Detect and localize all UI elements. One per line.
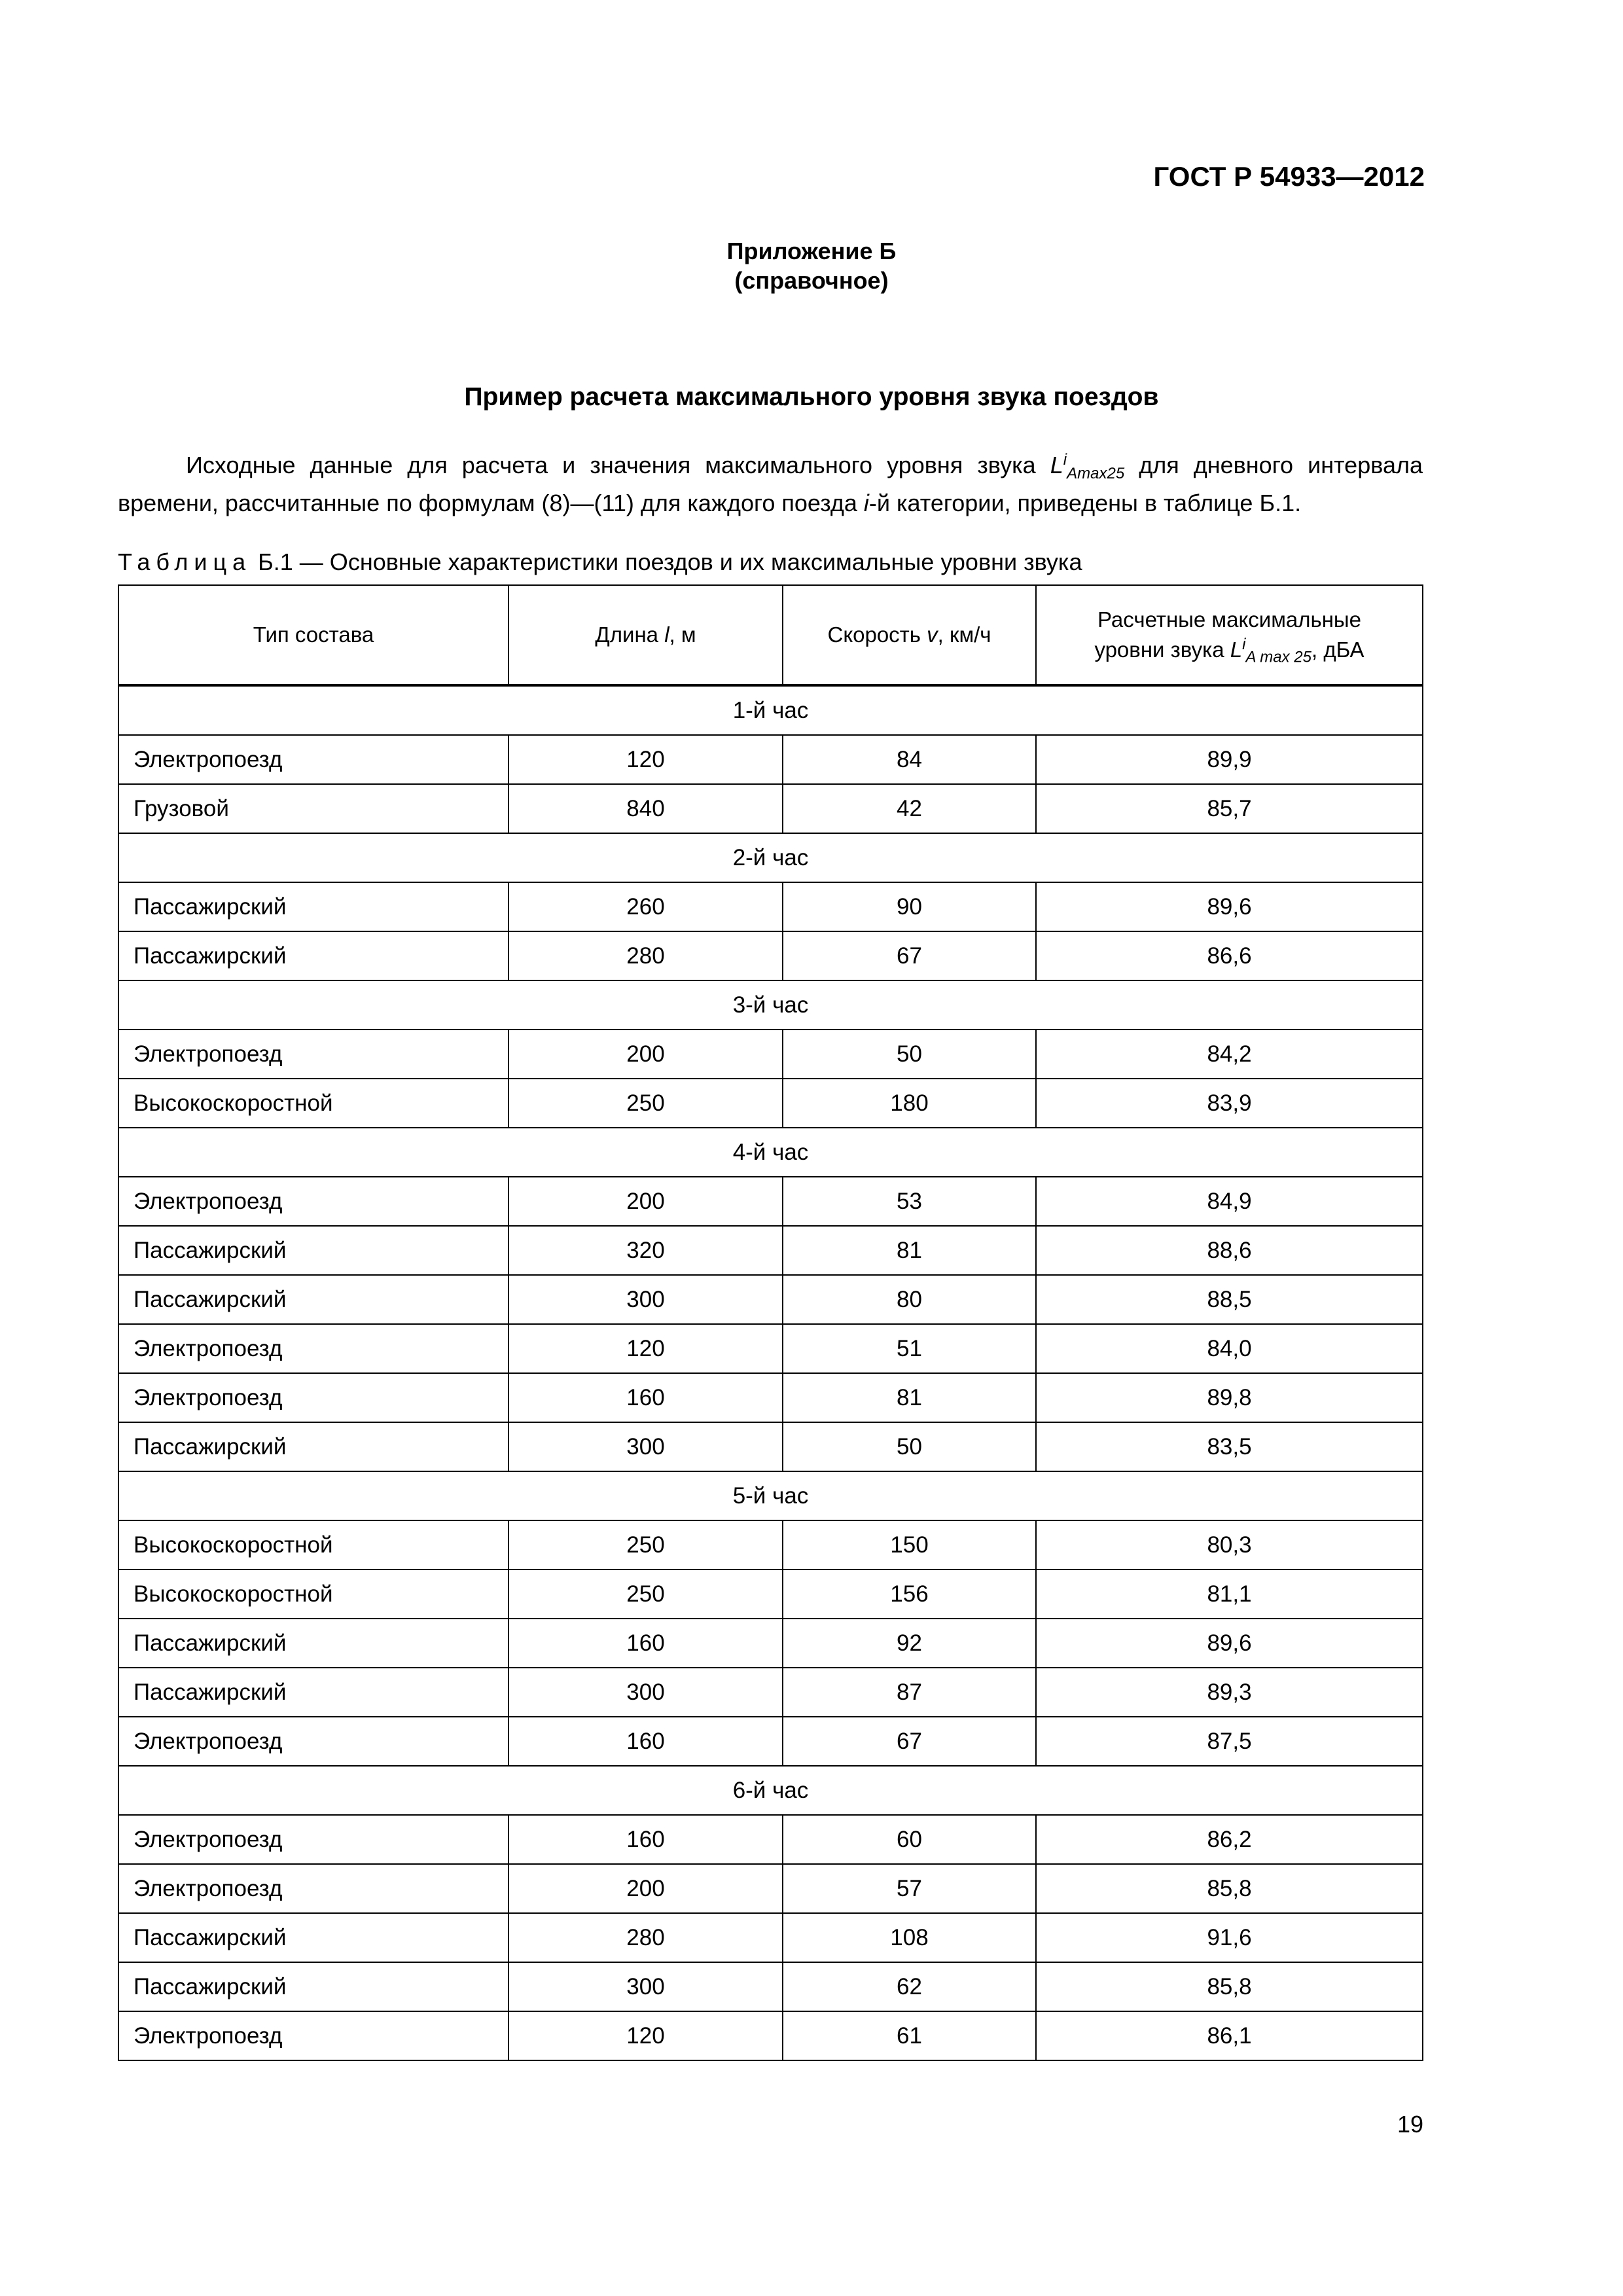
cell-length: 120 — [508, 2011, 783, 2060]
cell-type: Высокоскоростной — [118, 1079, 508, 1128]
cell-type: Электропоезд — [118, 1373, 508, 1422]
hour-label: 3-й час — [118, 980, 1423, 1030]
formula-subscript: Amax25 — [1067, 465, 1125, 483]
appendix-note: (справочное) — [734, 267, 889, 294]
header-length-unit: , м — [669, 622, 696, 647]
cell-length: 300 — [508, 1962, 783, 2011]
cell-type: Пассажирский — [118, 1275, 508, 1324]
table-row — [118, 1913, 1423, 1962]
cell-length: 160 — [508, 1815, 783, 1864]
cell-level: 89,3 — [1036, 1668, 1423, 1717]
table-row — [118, 1177, 1423, 1226]
header-type: Тип состава — [118, 585, 508, 685]
header-level-sup: i — [1242, 636, 1246, 653]
cell-speed: 50 — [783, 1030, 1036, 1079]
cell-speed: 84 — [783, 735, 1036, 784]
header-level-sub: A max 25 — [1245, 648, 1311, 666]
cell-length: 250 — [508, 1570, 783, 1619]
train-characteristics-table — [118, 584, 1423, 2061]
table-row — [118, 1962, 1423, 2011]
cell-type: Электропоезд — [118, 1717, 508, 1766]
header-length-prefix: Длина — [595, 622, 665, 647]
hour-label: 6-й час — [118, 1766, 1423, 1815]
cell-level: 91,6 — [1036, 1913, 1423, 1962]
intro-italic-i: i — [863, 490, 869, 516]
cell-length: 160 — [508, 1373, 783, 1422]
cell-level: 85,8 — [1036, 1864, 1423, 1913]
page-number: 19 — [1397, 2111, 1423, 2138]
cell-type: Пассажирский — [118, 1668, 508, 1717]
table-row — [118, 1619, 1423, 1668]
header-length-var: l — [664, 622, 669, 647]
hour-group-row — [118, 1766, 1423, 1815]
cell-level: 89,6 — [1036, 882, 1423, 931]
header-speed-unit: , км/ч — [937, 622, 991, 647]
cell-type: Электропоезд — [118, 1324, 508, 1373]
table-row — [118, 735, 1423, 784]
header-level-symbol: L — [1230, 637, 1243, 662]
cell-type: Пассажирский — [118, 1422, 508, 1471]
formula-symbol: L — [1050, 452, 1063, 478]
table-row — [118, 1030, 1423, 1079]
header-level-unit: , дБА — [1311, 637, 1364, 662]
cell-length: 280 — [508, 1913, 783, 1962]
cell-length: 120 — [508, 1324, 783, 1373]
cell-level: 85,7 — [1036, 784, 1423, 833]
table-row — [118, 1275, 1423, 1324]
section-title: Пример расчета максимального уровня звука поездов — [464, 383, 1159, 411]
hour-label: 4-й час — [118, 1128, 1423, 1177]
hour-label: 2-й час — [118, 833, 1423, 882]
cell-speed: 51 — [783, 1324, 1036, 1373]
cell-length: 250 — [508, 1079, 783, 1128]
intro-text-after: -й категории, приведены в таблице Б.1. — [868, 490, 1302, 516]
cell-length: 320 — [508, 1226, 783, 1275]
cell-type: Пассажирский — [118, 931, 508, 980]
cell-speed: 53 — [783, 1177, 1036, 1226]
cell-length: 250 — [508, 1520, 783, 1570]
table-header-row — [118, 585, 1423, 685]
cell-speed: 90 — [783, 882, 1036, 931]
cell-length: 160 — [508, 1717, 783, 1766]
cell-level: 86,6 — [1036, 931, 1423, 980]
cell-length: 200 — [508, 1864, 783, 1913]
table-row — [118, 2011, 1423, 2060]
cell-level: 83,9 — [1036, 1079, 1423, 1128]
cell-type: Пассажирский — [118, 1962, 508, 2011]
hour-label: 5-й час — [118, 1471, 1423, 1520]
header-speed-var: v — [927, 622, 938, 647]
intro-paragraph — [118, 446, 1423, 522]
cell-speed: 67 — [783, 1717, 1036, 1766]
cell-speed: 50 — [783, 1422, 1036, 1471]
cell-speed: 80 — [783, 1275, 1036, 1324]
hour-group-row — [118, 833, 1423, 882]
hour-group-row — [118, 980, 1423, 1030]
header-level-prefix: уровни звука — [1094, 637, 1230, 662]
table-row — [118, 1226, 1423, 1275]
cell-length: 300 — [508, 1422, 783, 1471]
cell-type: Пассажирский — [118, 1619, 508, 1668]
hour-group-row — [118, 1128, 1423, 1177]
cell-speed: 67 — [783, 931, 1036, 980]
cell-speed: 108 — [783, 1913, 1036, 1962]
cell-level: 84,2 — [1036, 1030, 1423, 1079]
cell-level: 83,5 — [1036, 1422, 1423, 1471]
cell-speed: 87 — [783, 1668, 1036, 1717]
cell-length: 200 — [508, 1030, 783, 1079]
cell-speed: 156 — [783, 1570, 1036, 1619]
cell-type: Электропоезд — [118, 2011, 508, 2060]
table-body — [118, 685, 1423, 2060]
table-row — [118, 1422, 1423, 1471]
document-code: ГОСТ Р 54933—2012 — [1153, 161, 1425, 192]
header-level — [1036, 585, 1423, 685]
cell-speed: 92 — [783, 1619, 1036, 1668]
appendix-title: Приложение Б — [726, 238, 897, 264]
cell-level: 84,9 — [1036, 1177, 1423, 1226]
header-speed — [783, 585, 1036, 685]
cell-level: 86,2 — [1036, 1815, 1423, 1864]
cell-type: Пассажирский — [118, 1226, 508, 1275]
cell-speed: 61 — [783, 2011, 1036, 2060]
cell-type: Высокоскоростной — [118, 1570, 508, 1619]
table-caption-prefix: Таблица — [118, 548, 252, 575]
intro-text-before: Исходные данные для расчета и значения максимального уровня звука — [186, 452, 1050, 478]
table-row — [118, 1864, 1423, 1913]
cell-length: 160 — [508, 1619, 783, 1668]
cell-level: 88,6 — [1036, 1226, 1423, 1275]
cell-level: 86,1 — [1036, 2011, 1423, 2060]
cell-type: Электропоезд — [118, 1177, 508, 1226]
cell-type: Электропоезд — [118, 1030, 508, 1079]
table-row — [118, 1373, 1423, 1422]
cell-level: 89,8 — [1036, 1373, 1423, 1422]
cell-length: 300 — [508, 1668, 783, 1717]
header-length — [508, 585, 783, 685]
cell-type: Электропоезд — [118, 1815, 508, 1864]
cell-length: 200 — [508, 1177, 783, 1226]
table-row — [118, 784, 1423, 833]
table-row — [118, 1815, 1423, 1864]
cell-type: Пассажирский — [118, 1913, 508, 1962]
cell-type: Электропоезд — [118, 735, 508, 784]
cell-type: Электропоезд — [118, 1864, 508, 1913]
cell-speed: 57 — [783, 1864, 1036, 1913]
formula-superscript: i — [1063, 451, 1067, 469]
table-caption-text: Б.1 — Основные характеристики поездов и их максимальные уровни звука — [251, 548, 1082, 575]
cell-type: Грузовой — [118, 784, 508, 833]
table-row — [118, 1520, 1423, 1570]
cell-level: 85,8 — [1036, 1962, 1423, 2011]
cell-length: 260 — [508, 882, 783, 931]
table-row — [118, 1079, 1423, 1128]
cell-level: 80,3 — [1036, 1520, 1423, 1570]
hour-group-row — [118, 685, 1423, 735]
cell-length: 840 — [508, 784, 783, 833]
cell-speed: 60 — [783, 1815, 1036, 1864]
cell-level: 89,9 — [1036, 735, 1423, 784]
cell-level: 81,1 — [1036, 1570, 1423, 1619]
header-speed-prefix: Скорость — [827, 622, 927, 647]
table-row — [118, 1324, 1423, 1373]
hour-label: 1-й час — [118, 685, 1423, 735]
cell-level: 89,6 — [1036, 1619, 1423, 1668]
cell-level: 88,5 — [1036, 1275, 1423, 1324]
cell-level: 87,5 — [1036, 1717, 1423, 1766]
cell-length: 120 — [508, 735, 783, 784]
table-row — [118, 1717, 1423, 1766]
cell-speed: 150 — [783, 1520, 1036, 1570]
table-row — [118, 1570, 1423, 1619]
cell-length: 300 — [508, 1275, 783, 1324]
table-caption — [118, 548, 1082, 576]
cell-speed: 81 — [783, 1373, 1036, 1422]
cell-type: Пассажирский — [118, 882, 508, 931]
table-row — [118, 1668, 1423, 1717]
table-row — [118, 931, 1423, 980]
cell-speed: 42 — [783, 784, 1036, 833]
cell-speed: 81 — [783, 1226, 1036, 1275]
cell-speed: 62 — [783, 1962, 1036, 2011]
cell-speed: 180 — [783, 1079, 1036, 1128]
hour-group-row — [118, 1471, 1423, 1520]
intro-text-middle: для дневного интервала времени, рассчитанные по формулам (8)—(11) для каждого поезда — [118, 452, 1423, 516]
cell-level: 84,0 — [1036, 1324, 1423, 1373]
table-row — [118, 882, 1423, 931]
cell-length: 280 — [508, 931, 783, 980]
header-level-line1: Расчетные максимальные — [1097, 607, 1361, 632]
cell-type: Высокоскоростной — [118, 1520, 508, 1570]
